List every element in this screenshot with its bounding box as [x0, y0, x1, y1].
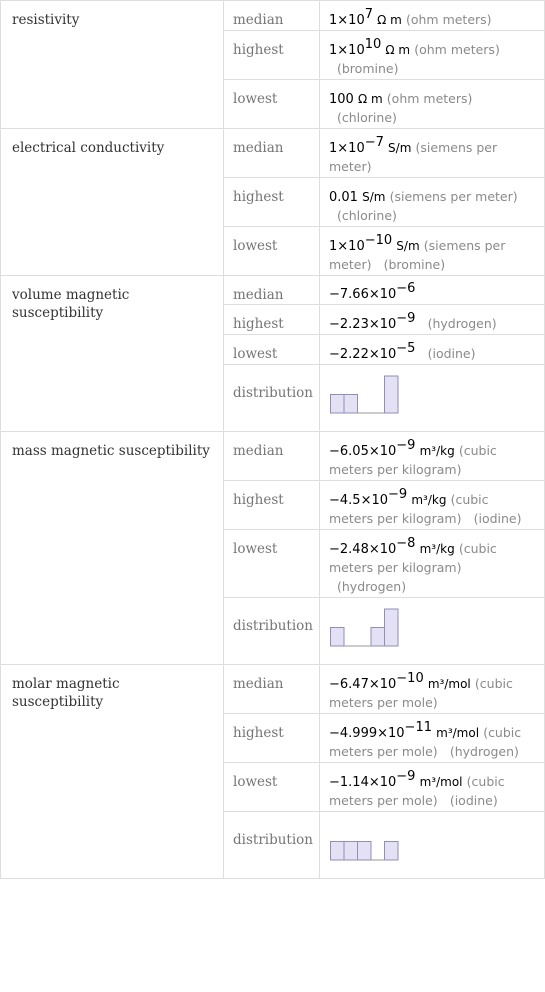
histogram-bar	[371, 628, 385, 647]
exponent: −7	[364, 135, 384, 150]
element-name: (hydrogen)	[449, 744, 519, 759]
stat-value	[320, 714, 545, 763]
property-name: molar magnetic susceptibility	[1, 665, 224, 879]
stat-value	[320, 763, 545, 812]
times-ten: ×10	[368, 444, 397, 459]
property-name: resistivity	[1, 1, 224, 129]
unit-name: (ohm meters)	[405, 12, 492, 27]
distribution-cell	[320, 812, 545, 879]
times-ten: ×10	[337, 141, 365, 156]
unit-name: (cubic meters per kilogram)	[329, 492, 489, 526]
distribution-cell	[320, 598, 545, 665]
mantissa: −6.47	[329, 677, 369, 692]
unit-name: (ohm meters)	[386, 91, 473, 106]
value: 0.01	[329, 190, 358, 205]
element-name: (hydrogen)	[427, 316, 497, 331]
table-row	[1, 129, 545, 178]
stat-label: highest	[224, 305, 320, 335]
stat-label: median	[224, 276, 320, 305]
histogram-bar	[385, 842, 399, 861]
mantissa: −4.999	[329, 726, 378, 741]
stat-value	[320, 80, 545, 129]
element-name: (iodine)	[427, 346, 476, 361]
table-row	[1, 665, 545, 714]
unit: m³/kg	[411, 493, 447, 507]
stat-label: distribution	[224, 598, 320, 665]
property-name: electrical conductivity	[1, 129, 224, 276]
unit-name: (cubic meters per mole)	[329, 725, 522, 759]
times-ten: ×10	[337, 43, 365, 58]
unit-name: (ohm meters)	[414, 42, 500, 57]
exponent: −5	[396, 341, 416, 356]
element-name: (bromine)	[383, 257, 446, 272]
stat-value	[320, 481, 545, 530]
times-ten: ×10	[368, 287, 397, 302]
times-ten: ×10	[368, 542, 397, 557]
stat-label: highest	[224, 481, 320, 530]
times-ten: ×10	[337, 239, 365, 254]
mantissa: 1	[329, 239, 338, 254]
histogram-bar	[344, 842, 358, 861]
stat-label: lowest	[224, 227, 320, 276]
element-name: (iodine)	[473, 511, 522, 526]
property-name: volume magnetic susceptibility	[1, 276, 224, 432]
stat-value	[320, 227, 545, 276]
stat-value	[320, 129, 545, 178]
exponent: 7	[364, 7, 373, 22]
element-name: (iodine)	[449, 793, 498, 808]
distribution-cell	[320, 365, 545, 432]
unit: S/m	[388, 141, 412, 155]
unit: Ω m	[385, 43, 411, 57]
stat-label: median	[224, 432, 320, 481]
unit: m³/mol	[436, 726, 480, 740]
distribution-histogram	[329, 822, 409, 862]
unit-name: (cubic meters per kilogram)	[329, 541, 497, 575]
mantissa: −1.14	[329, 775, 369, 790]
mantissa: 1	[329, 43, 338, 58]
unit-name: (siemens per meter)	[329, 238, 506, 272]
exponent: −11	[404, 720, 432, 735]
stat-label: median	[224, 1, 320, 31]
mantissa: 1	[329, 13, 338, 28]
stat-value	[320, 530, 545, 598]
exponent: −10	[396, 671, 424, 686]
histogram-bar	[331, 628, 345, 647]
stat-label: distribution	[224, 365, 320, 432]
stat-value	[320, 305, 545, 335]
distribution-histogram	[329, 375, 409, 415]
stat-label: lowest	[224, 763, 320, 812]
exponent: −9	[396, 311, 416, 326]
histogram-bar	[358, 842, 372, 861]
stat-label: median	[224, 129, 320, 178]
property-name: mass magnetic susceptibility	[1, 432, 224, 665]
mantissa: −2.22	[329, 347, 369, 362]
unit: S/m	[396, 239, 420, 253]
exponent: 10	[364, 37, 382, 52]
stat-label: highest	[224, 31, 320, 80]
stat-label: lowest	[224, 80, 320, 129]
stat-value	[320, 432, 545, 481]
table-row	[1, 276, 545, 305]
unit: m³/mol	[427, 677, 471, 691]
times-ten: ×10	[368, 775, 397, 790]
distribution-histogram	[329, 608, 409, 648]
unit: m³/mol	[419, 775, 463, 789]
unit-name: (siemens per meter)	[389, 189, 518, 204]
unit: Ω m	[357, 92, 383, 106]
times-ten: ×10	[368, 677, 397, 692]
stat-label: distribution	[224, 812, 320, 879]
value: 100	[329, 92, 354, 107]
exponent: −8	[396, 536, 416, 551]
mantissa: −7.66	[329, 287, 369, 302]
exponent: −9	[396, 769, 416, 784]
element-name: (chlorine)	[337, 208, 397, 223]
exponent: −9	[388, 487, 408, 502]
histogram-bar	[344, 395, 358, 414]
element-name: (chlorine)	[337, 110, 397, 125]
stat-value	[320, 335, 545, 365]
exponent: −9	[396, 438, 416, 453]
mantissa: −2.48	[329, 542, 369, 557]
histogram-bar	[385, 376, 399, 413]
mantissa: −6.05	[329, 444, 369, 459]
stat-value	[320, 665, 545, 714]
stat-label: highest	[224, 714, 320, 763]
histogram-bar	[385, 609, 399, 646]
stat-value	[320, 276, 545, 305]
unit: m³/kg	[419, 542, 455, 556]
times-ten: ×10	[368, 317, 397, 332]
stat-value	[320, 31, 545, 80]
stat-label: highest	[224, 178, 320, 227]
unit: Ω m	[377, 13, 402, 27]
mantissa: −2.23	[329, 317, 369, 332]
stat-value	[320, 1, 545, 31]
stat-label: median	[224, 665, 320, 714]
times-ten: ×10	[377, 726, 405, 741]
unit: S/m	[362, 190, 386, 204]
mantissa: −4.5	[329, 493, 361, 508]
table-row	[1, 432, 545, 481]
unit-name: (siemens per meter)	[329, 140, 498, 174]
unit-name: (cubic meters per mole)	[329, 676, 513, 710]
times-ten: ×10	[337, 13, 365, 28]
times-ten: ×10	[368, 347, 397, 362]
histogram-bar	[331, 395, 345, 414]
exponent: −6	[396, 281, 416, 296]
table-row	[1, 1, 545, 31]
exponent: −10	[364, 233, 393, 248]
unit: m³/kg	[419, 444, 455, 458]
unit-name: (cubic meters per mole)	[329, 774, 505, 808]
stat-label: lowest	[224, 530, 320, 598]
histogram-bar	[331, 842, 345, 861]
stat-value	[320, 178, 545, 227]
element-name: (bromine)	[337, 61, 399, 76]
unit-name: (cubic meters per kilogram)	[329, 443, 497, 477]
mantissa: 1	[329, 141, 338, 156]
times-ten: ×10	[360, 493, 389, 508]
element-name: (hydrogen)	[337, 579, 407, 594]
stat-label: lowest	[224, 335, 320, 365]
